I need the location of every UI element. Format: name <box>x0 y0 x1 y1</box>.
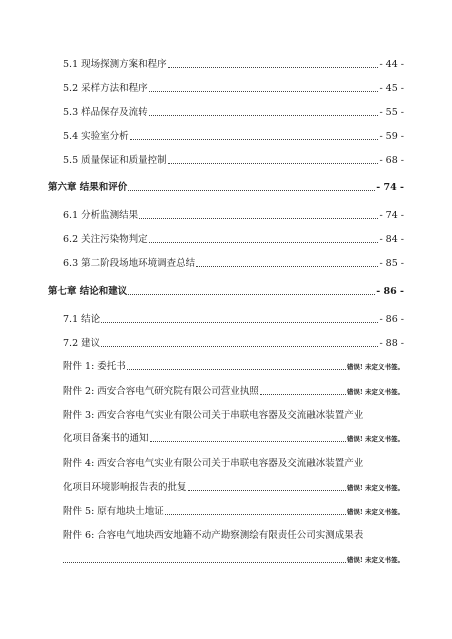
toc-entry-page: - 55 - <box>379 107 404 118</box>
dot-leader <box>101 322 378 323</box>
toc-chapter-page: - 74 - <box>376 182 404 193</box>
attachment-label: 附件 5: 原有地块土地证 <box>63 506 164 517</box>
dot-leader <box>188 490 346 491</box>
toc-entry-page: - 45 - <box>379 83 404 94</box>
toc-entry-label: 6.3 第二阶段场地环境调查总结 <box>63 258 196 269</box>
attachment-label: 附件 1: 委托书 <box>63 361 126 372</box>
toc-chapter-label: 第七章 结论和建议 <box>48 286 128 297</box>
attachment-label: 化项目环境影响报告表的批复 <box>63 482 187 493</box>
toc-entry-label: 5.2 采样方法和程序 <box>63 83 148 94</box>
attachment-label: 附件 2: 西安合容电气研究院有限公司营业执照 <box>63 386 259 397</box>
attachment-3-line-1: 附件 3: 西安合容电气实业有限公司关于串联电容器及交流融冰装置产业 <box>63 410 364 421</box>
toc-entry-page: - 84 - <box>379 234 404 245</box>
toc-entry-page: - 86 - <box>379 314 404 325</box>
toc-entry-label: 5.4 实验室分析 <box>63 131 129 142</box>
toc-entry-page: - 88 - <box>379 338 404 349</box>
toc-entry-label: 6.2 关注污染物判定 <box>63 234 148 245</box>
toc-entry-label: 5.5 质量保证和质量控制 <box>63 155 167 166</box>
toc-entry-7-2[interactable] <box>63 338 404 350</box>
toc-attachment-1[interactable] <box>63 361 404 373</box>
dot-leader <box>63 562 346 563</box>
toc-chapter-page: - 86 - <box>376 286 404 297</box>
bookmark-error-text: 错误! 未定义书签。 <box>346 556 404 564</box>
bookmark-error-text: 错误! 未定义书签。 <box>346 484 404 492</box>
toc-attachment-4[interactable] <box>63 482 404 494</box>
dot-leader <box>165 514 346 515</box>
dot-leader <box>149 242 379 243</box>
dot-leader <box>260 394 346 395</box>
dot-leader <box>128 190 375 191</box>
dot-leader <box>168 163 379 164</box>
toc-entry-page: - 68 - <box>379 155 404 166</box>
dot-leader <box>130 139 379 140</box>
toc-chapter-7[interactable] <box>48 286 404 298</box>
dot-leader <box>150 441 346 442</box>
toc-entry-6-3[interactable] <box>63 258 404 270</box>
toc-entry-page: - 74 - <box>379 210 404 221</box>
toc-entry-label: 6.1 分析监测结果 <box>63 210 139 221</box>
toc-entry-label: 7.2 建议 <box>63 338 101 349</box>
toc-attachment-3[interactable] <box>63 433 404 445</box>
bookmark-error-text: 错误! 未定义书签。 <box>346 388 404 396</box>
toc-entry-label: 5.1 现场探测方案和程序 <box>63 59 167 70</box>
toc-chapter-label: 第六章 结果和评价 <box>48 182 128 193</box>
dot-leader <box>101 346 378 347</box>
attachment-label: 化项目备案书的通知 <box>63 433 149 444</box>
toc-entry-label: 5.3 样品保存及流转 <box>63 107 148 118</box>
toc-entry-6-1[interactable] <box>63 210 404 222</box>
dot-leader <box>149 115 379 116</box>
toc-entry-5-2[interactable] <box>63 83 404 95</box>
attachment-6-line-1: 附件 6: 合容电气地块西安地籍不动产勘察测绘有限责任公司实测成果表 <box>63 530 364 541</box>
toc-attachment-5[interactable] <box>63 506 404 518</box>
bookmark-error-text: 错误! 未定义书签。 <box>346 363 404 371</box>
toc-entry-page: - 85 - <box>379 258 404 269</box>
dot-leader <box>127 369 346 370</box>
dot-leader <box>196 266 378 267</box>
toc-entry-page: - 59 - <box>379 131 404 142</box>
dot-leader <box>149 91 379 92</box>
bookmark-error-text: 错误! 未定义书签。 <box>346 508 404 516</box>
toc-entry-7-1[interactable] <box>63 314 404 326</box>
toc-entry-5-4[interactable] <box>63 131 404 143</box>
toc-entry-5-1[interactable] <box>63 59 404 71</box>
toc-entry-5-3[interactable] <box>63 107 404 119</box>
dot-leader <box>168 67 379 68</box>
attachment-4-line-1: 附件 4: 西安合容电气实业有限公司关于串联电容器及交流融冰装置产业 <box>63 458 364 469</box>
toc-chapter-6[interactable] <box>48 182 404 194</box>
dot-leader <box>139 218 378 219</box>
toc-entry-label: 7.1 结论 <box>63 314 101 325</box>
dot-leader <box>128 294 375 295</box>
toc-attachment-6[interactable] <box>63 554 404 566</box>
toc-entry-6-2[interactable] <box>63 234 404 246</box>
bookmark-error-text: 错误! 未定义书签。 <box>346 435 404 443</box>
toc-entry-5-5[interactable] <box>63 155 404 167</box>
toc-attachment-2[interactable] <box>63 386 404 398</box>
toc-entry-page: - 44 - <box>379 59 404 70</box>
